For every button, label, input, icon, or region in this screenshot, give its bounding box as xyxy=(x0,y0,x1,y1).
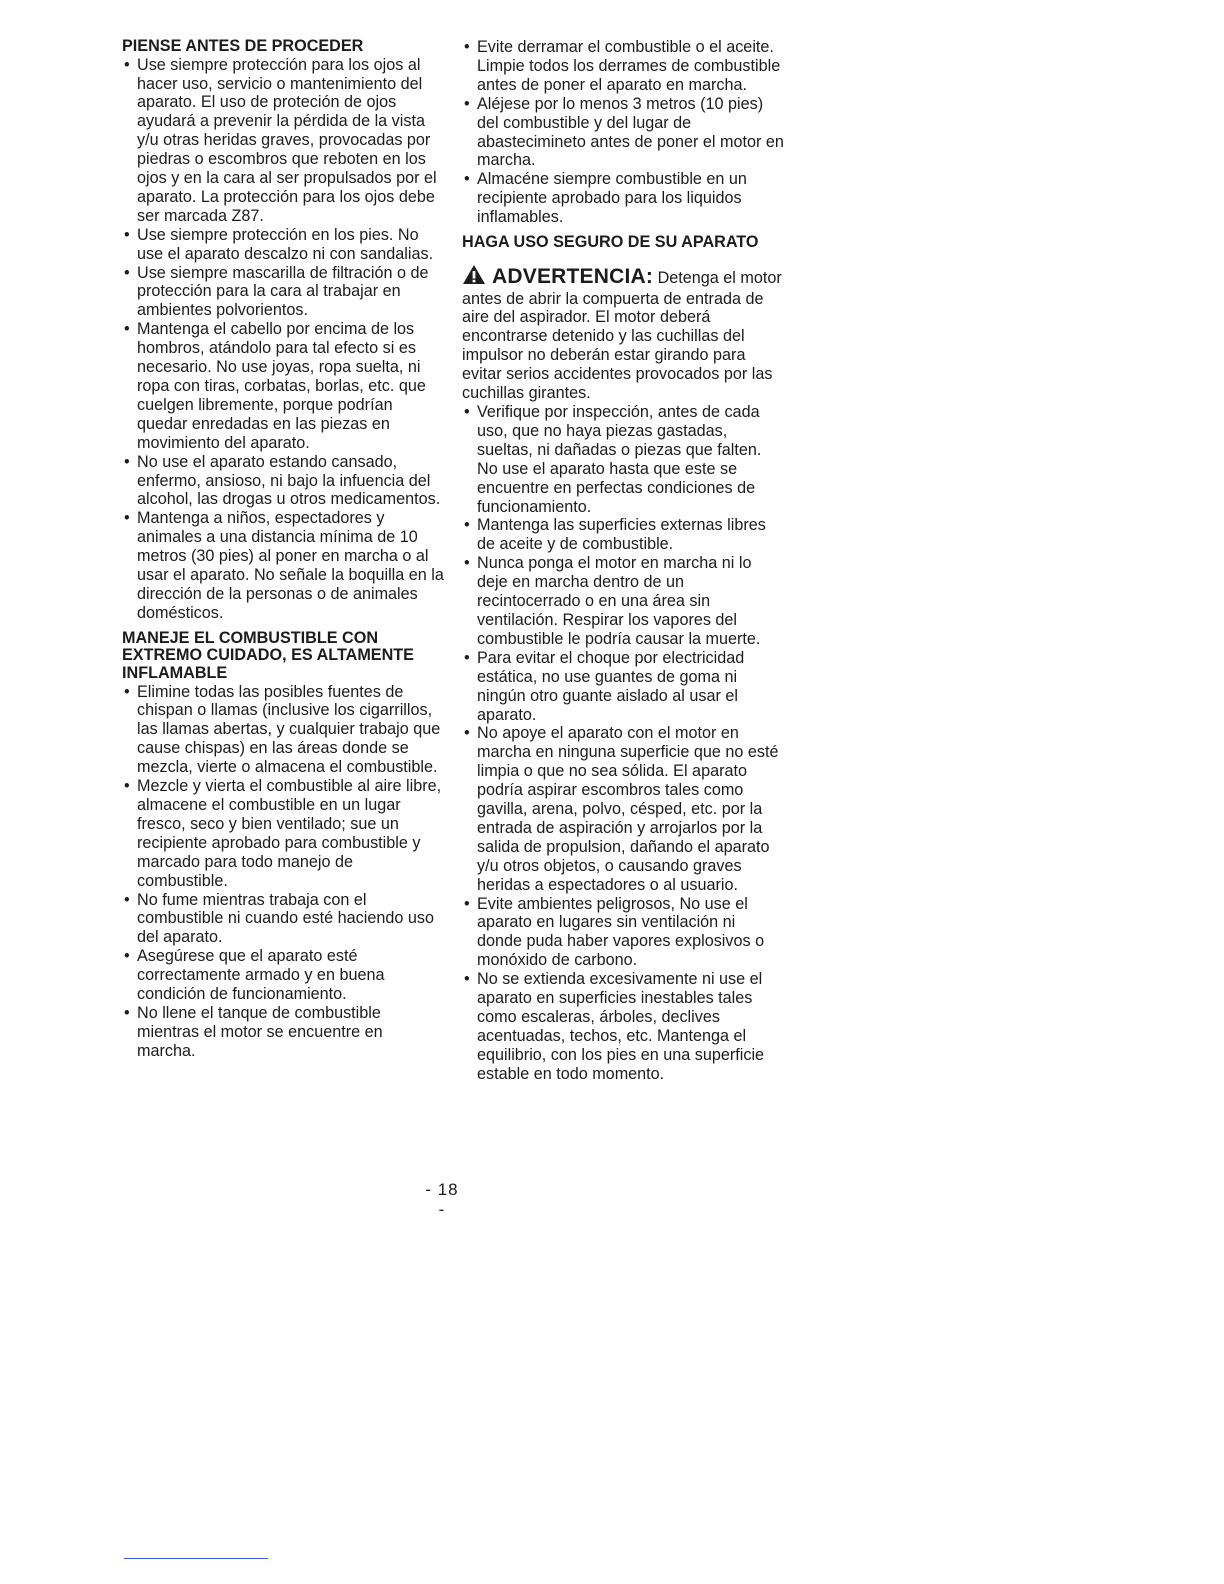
right-column xyxy=(462,38,784,1084)
list-item: • Nunca ponga el motor en marcha ni lo deje en marcha dentro de un recintocerrado o en una área sin ventilación. Respirar los vapores del combustible le podría causar la muerte. xyxy=(462,554,784,649)
list-item: • Mantenga el cabello por encima de los hombros, atándolo para tal efecto si es necesario. No use joyas, ropa suelta, ni ropa con tiras, corbatas, borlas, etc. que cuelgen libremente, porque podrían quedar enredadas en las piezas en movimiento del aparato. xyxy=(122,320,444,452)
list-item: • Asegúrese que el aparato esté correctamente armado y en buena condición de funcionamiento. xyxy=(122,947,444,1004)
warning-triangle-icon xyxy=(462,264,486,290)
list-item: • No llene el tanque de combustible mientras el motor se encuentre en marcha. xyxy=(122,1004,444,1061)
section-heading-uso-seguro: HAGA USO SEGURO DE SU APARATO xyxy=(462,233,759,252)
left-column xyxy=(122,38,444,1061)
list-item: • Mezcle y vierta el combustible al aire libre, almacene el combustible en un lugar fresco, seco y bien ventilado; sue un recipiente aprobado para combustible y marcado para todo manejo de combustible. xyxy=(122,777,444,890)
section-heading-combustible: MANEJE EL COMBUSTIBLE CON EXTREMO CUIDADO, ES ALTAMENTE INFLAMABLE xyxy=(122,628,414,682)
list-item: • No fume mientras trabaja con el combustible ni cuando esté haciendo uso del aparato. xyxy=(122,891,444,948)
list-item: • Evite ambientes peligrosos, No use el aparato en lugares sin ventilación ni donde puda haber vapores explosivos o monóxido de carbono. xyxy=(462,895,784,971)
list-item: • Verifique por inspección, antes de cada uso, que no haya piezas gastadas, sueltas, ni dañadas o piezas que falten. No use el aparato hasta que este se encuentre en perfectas condiciones de funcionamiento. xyxy=(462,403,784,516)
footer-rule xyxy=(124,1558,268,1559)
warning-paragraph xyxy=(462,264,784,403)
bullet-list-combustible xyxy=(122,683,444,1061)
list-item: • No apoye el aparato con el motor en marcha en ninguna superficie que no esté limpia o que no sea sólida. El aparato podría aspirar escombros tales como gavilla, arena, polvo, césped, etc. por la entrada de aspiración y arrojarlos por la salida de propulsion, dañando el aparato y/u otros objetos, o causando graves heridas a espectadores o al usuario. xyxy=(462,724,784,894)
section-heading-piense: PIENSE ANTES DE PROCEDER xyxy=(122,37,364,55)
list-item: • Mantenga a niños, espectadores y animales a una distancia mínima de 10 metros (30 pies) al poner en marcha o al usar el aparato. No señale la boquilla en la dirección de la personas o de animales domésticos. xyxy=(122,509,444,622)
list-item: • No use el aparato estando cansado, enfermo, ansioso, ni bajo la infuencia del alcohol, las drogas u otros medicamentos. xyxy=(122,453,444,510)
list-item: • Almacéne siempre combustible en un recipiente aprobado para los liquidos inflamables. xyxy=(462,170,784,227)
list-item: • Use siempre protección en los pies. No use el aparato descalzo ni con sandalias. xyxy=(122,226,444,264)
page-number: - 18 - xyxy=(425,1180,459,1219)
bullet-list-continued xyxy=(462,38,784,227)
list-item: • Elimine todas las posibles fuentes de chispan o llamas (inclusive los cigarrillos, las llamas abertas, y cualquier trabajo que cause chispas) en las áreas donde se mezcla, vierte o almacena el combustible. xyxy=(122,683,444,778)
list-item: • Use siempre mascarilla de filtración o de protección para la cara al trabajar en ambientes polvorientos. xyxy=(122,264,444,321)
list-item: • Mantenga las superficies externas libres de aceite y de combustible. xyxy=(462,516,784,554)
list-item: • No se extienda excesivamente ni use el aparato en superficies inestables tales como escaleras, árboles, declives acentuadas, techos, etc. Mantenga el equilibrio, con los pies en una superficie estable en todo momento. xyxy=(462,970,784,1083)
list-item: • Aléjese por lo menos 3 metros (10 pies) del combustible y del lugar de abastecimineto antes de poner el motor en marcha. xyxy=(462,95,784,171)
list-item: • Para evitar el choque por electricidad estática, no use guantes de goma ni ningún otro guante aislado al usar el aparato. xyxy=(462,649,784,725)
warning-label: ADVERTENCIA: xyxy=(492,264,654,288)
list-item: • Use siempre protección para los ojos al hacer uso, servicio o mantenimiento del aparato. El uso de proteción de ojos ayudará a prevenir la pérdida de la vista y/u otras heridas graves, provocadas por piedras o escombros que reboten en los ojos y en la cara al ser propulsados por el aparato. La protección para los ojos debe ser marcada Z87. xyxy=(122,56,444,226)
bullet-list-piense xyxy=(122,56,444,623)
warning-text: Detenga el motor antes de abrir la compuerta de entrada de aire del aspirador. El motor deberá encontrarse detenido y las cuchillas del impulsor no deberán estar girando para evitar serios accidentes provocados por las cuchillas girantes. xyxy=(462,268,782,403)
list-item: • Evite derramar el combustible o el aceite. Limpie todos los derrames de combustible antes de poner el aparato en marcha. xyxy=(462,38,784,95)
bullet-list-uso-seguro xyxy=(462,403,784,1084)
